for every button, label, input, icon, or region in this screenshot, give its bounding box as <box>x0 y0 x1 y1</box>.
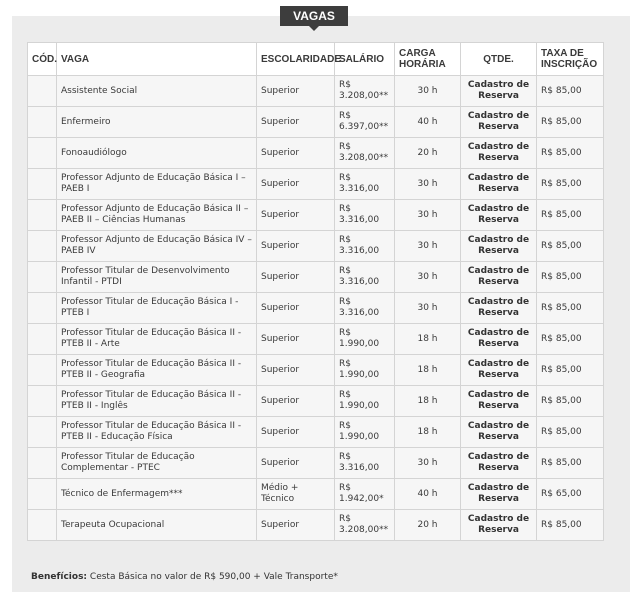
beneficios-text: Cesta Básica no valor de R$ 590,00 + Vale Transporte* <box>87 572 338 582</box>
header-vaga: VAGA <box>57 43 257 76</box>
cell-qtde: Cadastro de Reserva <box>461 479 537 510</box>
header-carga-horaria: CARGA HORÁRIA <box>395 43 461 76</box>
cell-qtde: Cadastro de Reserva <box>461 510 537 541</box>
cell-taxa: R$ 85,00 <box>537 200 604 231</box>
cell-taxa: R$ 85,00 <box>537 355 604 386</box>
cell-salario: R$ 6.397,00** <box>335 107 395 138</box>
cell-cod <box>28 76 57 107</box>
cell-qtde: Cadastro de Reserva <box>461 324 537 355</box>
cell-carga: 20 h <box>395 510 461 541</box>
cell-carga: 18 h <box>395 386 461 417</box>
cell-vaga: Professor Titular de Educação Básica II - PTEB II - Arte <box>57 324 257 355</box>
cell-escolaridade: Superior <box>257 138 335 169</box>
table-row <box>28 510 604 541</box>
cell-taxa: R$ 85,00 <box>537 262 604 293</box>
cell-vaga: Fonoaudiólogo <box>57 138 257 169</box>
cell-carga: 30 h <box>395 231 461 262</box>
table-row <box>28 169 604 200</box>
header-cod: CÓD. <box>28 43 57 76</box>
cell-salario: R$ 3.208,00** <box>335 76 395 107</box>
cell-vaga: Enfermeiro <box>57 107 257 138</box>
cell-escolaridade: Médio + Técnico <box>257 479 335 510</box>
cell-carga: 30 h <box>395 293 461 324</box>
cell-qtde: Cadastro de Reserva <box>461 293 537 324</box>
header-escolaridade: ESCOLARIDADE <box>257 43 335 76</box>
vagas-table <box>27 42 604 541</box>
table-row <box>28 386 604 417</box>
cell-vaga: Terapeuta Ocupacional <box>57 510 257 541</box>
cell-carga: 30 h <box>395 262 461 293</box>
cell-taxa: R$ 65,00 <box>537 479 604 510</box>
cell-vaga: Professor Adjunto de Educação Básica II – PAEB II – Ciências Humanas <box>57 200 257 231</box>
cell-qtde: Cadastro de Reserva <box>461 138 537 169</box>
cell-vaga: Professor Titular de Educação Básica I - PTEB I <box>57 293 257 324</box>
cell-carga: 30 h <box>395 448 461 479</box>
cell-salario: R$ 1.990,00 <box>335 386 395 417</box>
beneficios-label: Benefícios: <box>31 572 88 582</box>
cell-salario: R$ 3.208,00** <box>335 138 395 169</box>
cell-taxa: R$ 85,00 <box>537 76 604 107</box>
cell-qtde: Cadastro de Reserva <box>461 417 537 448</box>
cell-qtde: Cadastro de Reserva <box>461 448 537 479</box>
cell-cod <box>28 231 57 262</box>
table-row <box>28 355 604 386</box>
table-row <box>28 479 604 510</box>
cell-carga: 30 h <box>395 200 461 231</box>
cell-taxa: R$ 85,00 <box>537 448 604 479</box>
beneficios-note <box>31 572 611 582</box>
cell-escolaridade: Superior <box>257 510 335 541</box>
cell-salario: R$ 3.316,00 <box>335 169 395 200</box>
cell-taxa: R$ 85,00 <box>537 324 604 355</box>
cell-cod <box>28 262 57 293</box>
cell-salario: R$ 3.316,00 <box>335 448 395 479</box>
cell-vaga: Professor Titular de Educação Complementar - PTEC <box>57 448 257 479</box>
cell-carga: 18 h <box>395 417 461 448</box>
cell-escolaridade: Superior <box>257 324 335 355</box>
cell-taxa: R$ 85,00 <box>537 386 604 417</box>
cell-qtde: Cadastro de Reserva <box>461 262 537 293</box>
cell-escolaridade: Superior <box>257 355 335 386</box>
cell-qtde: Cadastro de Reserva <box>461 355 537 386</box>
cell-cod <box>28 417 57 448</box>
cell-carga: 18 h <box>395 324 461 355</box>
header-salario: SALÁRIO <box>335 43 395 76</box>
table-row <box>28 324 604 355</box>
cell-cod <box>28 138 57 169</box>
cell-escolaridade: Superior <box>257 76 335 107</box>
cell-vaga: Professor Titular de Educação Básica II - PTEB II - Educação Física <box>57 417 257 448</box>
cell-vaga: Professor Adjunto de Educação Básica IV – PAEB IV <box>57 231 257 262</box>
table-row <box>28 107 604 138</box>
cell-cod <box>28 200 57 231</box>
cell-carga: 40 h <box>395 107 461 138</box>
cell-escolaridade: Superior <box>257 417 335 448</box>
table-row <box>28 262 604 293</box>
cell-vaga: Professor Titular de Educação Básica II - PTEB II - Geografia <box>57 355 257 386</box>
cell-salario: R$ 1.990,00 <box>335 355 395 386</box>
cell-qtde: Cadastro de Reserva <box>461 169 537 200</box>
cell-carga: 18 h <box>395 355 461 386</box>
cell-taxa: R$ 85,00 <box>537 417 604 448</box>
cell-cod <box>28 324 57 355</box>
cell-taxa: R$ 85,00 <box>537 138 604 169</box>
cell-taxa: R$ 85,00 <box>537 510 604 541</box>
cell-taxa: R$ 85,00 <box>537 169 604 200</box>
cell-carga: 40 h <box>395 479 461 510</box>
cell-vaga: Professor Titular de Educação Básica II - PTEB II - Inglês <box>57 386 257 417</box>
table-row <box>28 231 604 262</box>
cell-escolaridade: Superior <box>257 262 335 293</box>
section-title-badge: VAGAS <box>280 6 348 26</box>
cell-salario: R$ 3.316,00 <box>335 262 395 293</box>
cell-taxa: R$ 85,00 <box>537 293 604 324</box>
cell-escolaridade: Superior <box>257 448 335 479</box>
table-row <box>28 76 604 107</box>
cell-cod <box>28 107 57 138</box>
table-row <box>28 448 604 479</box>
cell-vaga: Professor Titular de Desenvolvimento Infantil - PTDI <box>57 262 257 293</box>
cell-cod <box>28 479 57 510</box>
cell-cod <box>28 355 57 386</box>
cell-carga: 30 h <box>395 169 461 200</box>
cell-vaga: Técnico de Enfermagem*** <box>57 479 257 510</box>
cell-escolaridade: Superior <box>257 231 335 262</box>
cell-cod <box>28 386 57 417</box>
cell-vaga: Professor Adjunto de Educação Básica I – PAEB I <box>57 169 257 200</box>
table-row <box>28 293 604 324</box>
cell-taxa: R$ 85,00 <box>537 231 604 262</box>
cell-qtde: Cadastro de Reserva <box>461 76 537 107</box>
cell-cod <box>28 448 57 479</box>
cell-escolaridade: Superior <box>257 386 335 417</box>
table-row <box>28 417 604 448</box>
header-qtde: QTDE. <box>461 43 537 76</box>
cell-cod <box>28 169 57 200</box>
cell-cod <box>28 293 57 324</box>
cell-carga: 30 h <box>395 76 461 107</box>
cell-escolaridade: Superior <box>257 107 335 138</box>
cell-escolaridade: Superior <box>257 293 335 324</box>
cell-salario: R$ 3.316,00 <box>335 231 395 262</box>
cell-carga: 20 h <box>395 138 461 169</box>
cell-salario: R$ 3.316,00 <box>335 200 395 231</box>
cell-escolaridade: Superior <box>257 169 335 200</box>
cell-salario: R$ 1.990,00 <box>335 417 395 448</box>
cell-cod <box>28 510 57 541</box>
cell-salario: R$ 3.208,00** <box>335 510 395 541</box>
table-row <box>28 200 604 231</box>
table-row <box>28 138 604 169</box>
cell-salario: R$ 1.942,00* <box>335 479 395 510</box>
cell-qtde: Cadastro de Reserva <box>461 200 537 231</box>
table-header-row <box>28 43 604 76</box>
cell-taxa: R$ 85,00 <box>537 107 604 138</box>
cell-vaga: Assistente Social <box>57 76 257 107</box>
cell-qtde: Cadastro de Reserva <box>461 231 537 262</box>
cell-qtde: Cadastro de Reserva <box>461 107 537 138</box>
cell-salario: R$ 1.990,00 <box>335 324 395 355</box>
cell-qtde: Cadastro de Reserva <box>461 386 537 417</box>
cell-escolaridade: Superior <box>257 200 335 231</box>
header-taxa-inscricao: TAXA DE INSCRIÇÃO <box>537 43 604 76</box>
cell-salario: R$ 3.316,00 <box>335 293 395 324</box>
